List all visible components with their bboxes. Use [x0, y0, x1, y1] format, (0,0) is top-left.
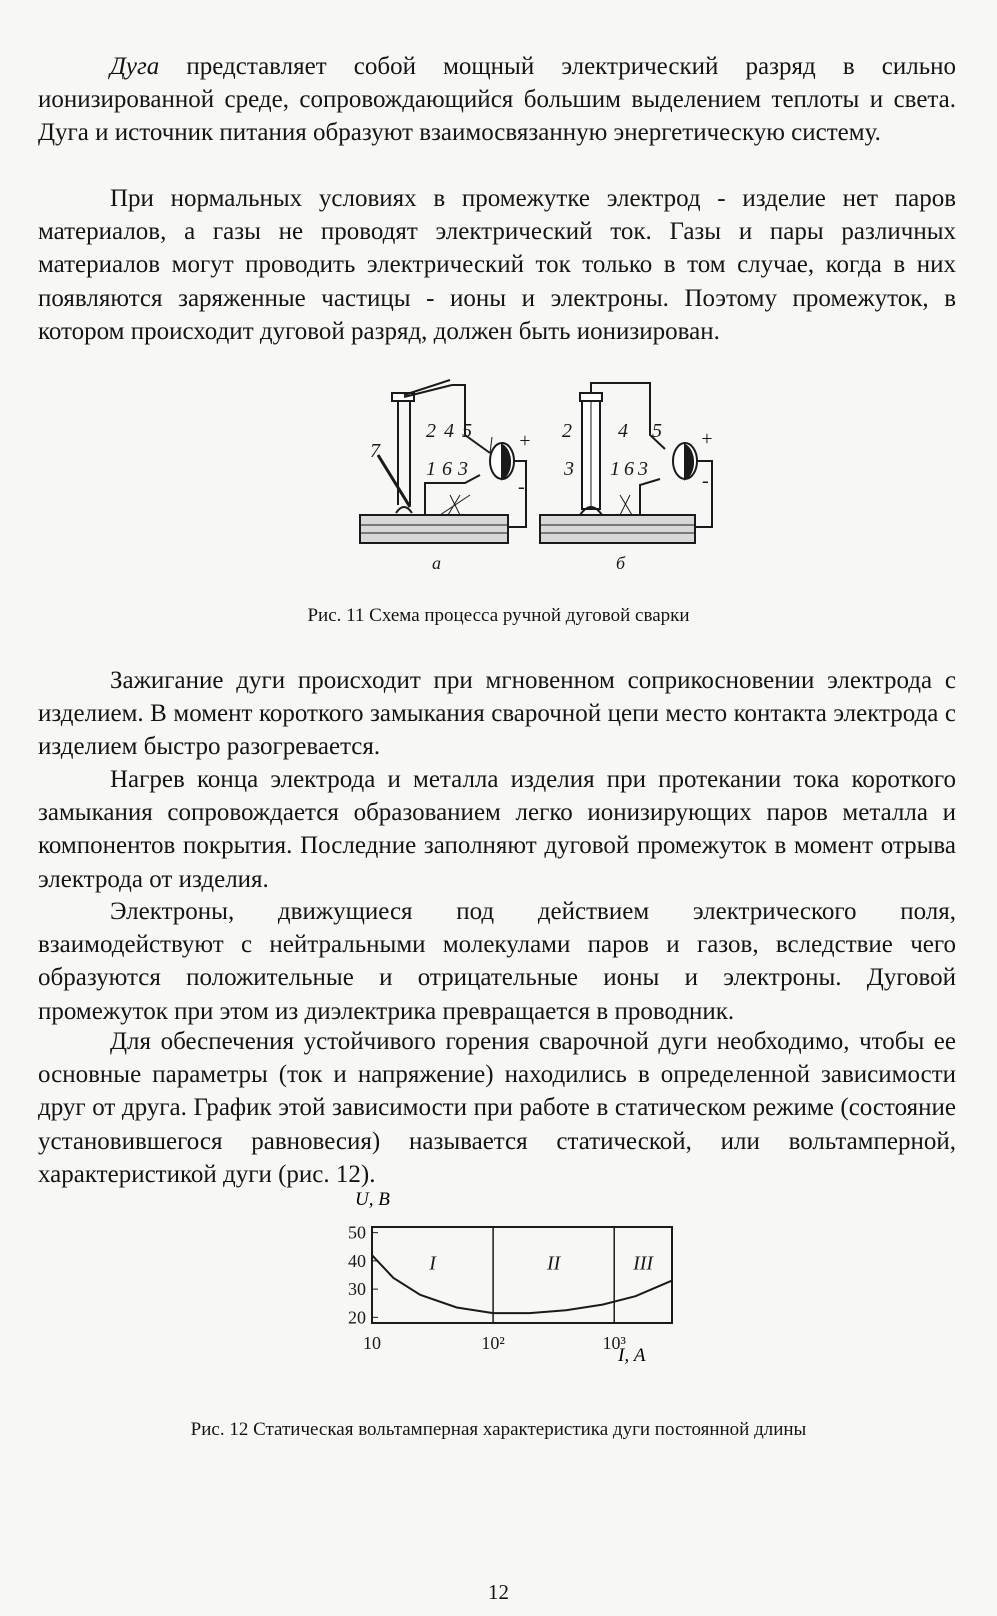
- figure-11-caption: Рис. 11 Схема процесса ручной дуговой сварки: [307, 605, 690, 626]
- label-a-minus: -: [518, 476, 525, 498]
- paragraph-heating: Нагрев конца электрода и металла изделия при протекании тока короткого замыкания сопровождается образованием легко ионизирующих паров металла и компонентов покрытия. Последние заполняют дуговой промежуток в момент отрыва электрода от изделия.: [38, 766, 956, 893]
- electrode-a-tilt: [378, 455, 410, 507]
- label-b-3: 3: [564, 458, 574, 480]
- x-tick-label: 10³: [602, 1333, 626, 1353]
- chart-plot-frame: [372, 1227, 672, 1323]
- label-b-minus: -: [702, 470, 709, 492]
- holder-a: [392, 393, 414, 401]
- y-tick-label: 50: [348, 1222, 366, 1243]
- label-b-2: 2: [562, 420, 572, 442]
- label-b-1: 1: [610, 458, 620, 480]
- label-a-2: 2: [426, 420, 436, 442]
- paragraph-arc-ignition: Зажигание дуги происходит при мгновенном соприкосновении электрода с изделием. В момент короткого замыкания сварочной цепи место контакта электрода с изделием быстро разогревается.: [38, 667, 956, 761]
- x-tick-label: 10²: [481, 1333, 505, 1353]
- workpiece-b: [540, 515, 695, 543]
- paragraph-arc-definition: [38, 50, 956, 150]
- chart-series-line: [372, 1255, 672, 1313]
- figure-12-caption: Рис. 12 Статическая вольтамперная характеристика дуги постоянной длины: [190, 1419, 807, 1440]
- paragraph-electrons: Электроны, движущиеся под действием электрического поля, взаимодействуют с нейтральными молекулами паров и газов, вследствие чего образуются положительные и отрицательные ионы и электроны. Дуговой промежуток при этом из диэлектрика превращается в проводник.: [38, 898, 956, 1025]
- label-b-4: 4: [618, 420, 628, 442]
- holder-b: [580, 393, 602, 401]
- label-a-4: 4: [444, 420, 454, 442]
- label-b-3b: 3: [638, 458, 648, 480]
- chart-region-label: I: [429, 1252, 436, 1275]
- chart-x-axis-label: I, А: [618, 1345, 646, 1366]
- paragraph-ionization: При нормальных условиях в промежутке электрод - изделие нет паров материалов, а газы не проводят электрический ток. Газы и пары различных материалов могут проводить электрический ток только в том случае, когда в них появляются заряженные частицы - ионы и электроны. Поэтому промежуток, в котором происходит дуговой разряд, должен быть ионизирован.: [38, 185, 956, 345]
- label-b-5: 5: [652, 420, 662, 442]
- y-tick-label: 40: [348, 1250, 366, 1271]
- x-tick-label: 10: [363, 1333, 381, 1353]
- label-b-plus: +: [700, 428, 714, 450]
- chart-region-label: III: [633, 1252, 654, 1275]
- label-a-5: 5: [462, 420, 472, 442]
- chart-region-label: II: [546, 1252, 561, 1275]
- term-arc: Дуга: [110, 53, 160, 80]
- paragraph-arc-definition-text: представляет собой мощный электрический разряд в сильно ионизированной среде, сопровождающийся большим выделением теплоты и света. Дуга и источник питания образуют взаимосвязанную энергетическую систему.: [38, 53, 956, 147]
- y-tick-label: 20: [348, 1307, 366, 1328]
- figure-welding-scheme: [340, 375, 740, 585]
- volt-ampere-chart: [300, 1185, 720, 1375]
- label-a-1: 1: [426, 458, 436, 480]
- label-a-3: 3: [458, 458, 468, 480]
- y-tick-label: 30: [348, 1279, 366, 1300]
- subfigure-label-b: б: [616, 553, 626, 573]
- label-a-6: 6: [442, 458, 452, 480]
- workpiece-a: [360, 515, 508, 543]
- chart-y-axis-label: U, В: [355, 1189, 390, 1210]
- label-b-6: 6: [624, 458, 634, 480]
- subfigure-label-a: а: [432, 553, 441, 573]
- page-number: 12: [488, 1580, 509, 1604]
- arc-a: [396, 507, 412, 513]
- label-a-plus: +: [518, 430, 532, 452]
- label-a-7: 7: [370, 440, 380, 462]
- paragraph-static-characteristic: Для обеспечения устойчивого горения сварочной дуги необходимо, чтобы ее основные параметры (ток и напряжение) находились в определенной зависимости друг от друга. График этой зависимости при работе в статическом режиме (состояние установившегося равновесия) называется статической, или вольтамперной, характеристикой дуги (рис. 12).: [38, 1028, 956, 1188]
